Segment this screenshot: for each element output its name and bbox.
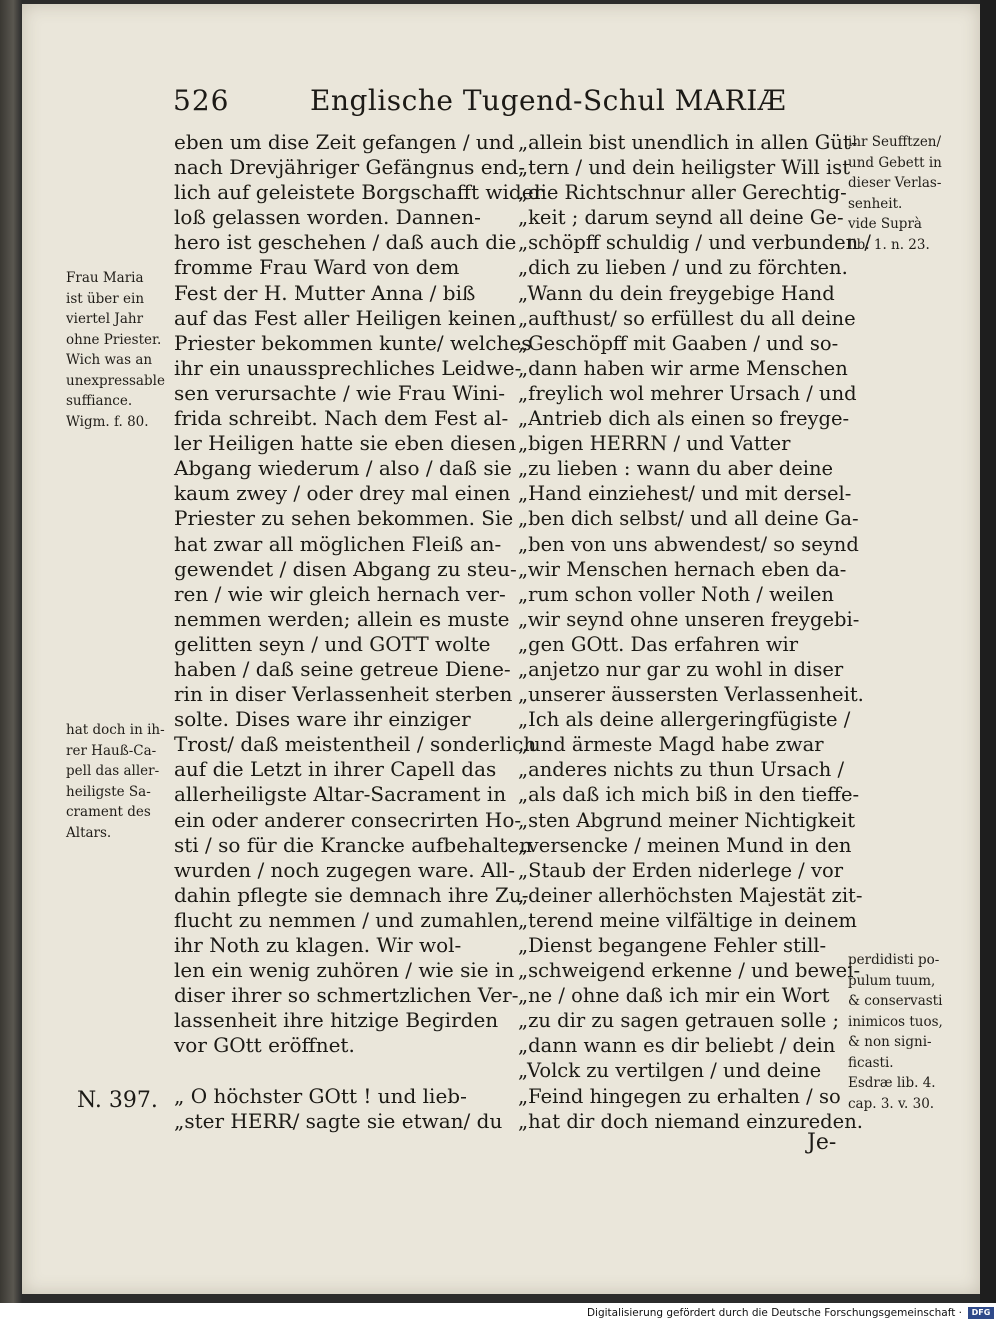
margin-note-line: & non signi-: [848, 1034, 932, 1050]
text-line: „zu dir zu sagen getrauen solle ;: [518, 1009, 840, 1033]
margin-note-line: Frau Maria: [66, 270, 144, 286]
page-header: [0, 84, 1000, 124]
text-line: „wir Menschen hernach eben da-: [518, 557, 847, 581]
text-line: „schöpff schuldig / und verbunden /: [518, 231, 871, 255]
text-line: „keit ; darum seynd all deine Ge-: [518, 206, 844, 230]
margin-note-line: & conservasti: [848, 993, 943, 1009]
text-line: „anderes nichts zu thun Ursach /: [518, 758, 845, 782]
scan-border-right: [980, 0, 996, 1303]
text-line: loß gelassen worden. Dannen-: [174, 205, 481, 230]
text-line: auf das Fest aller Heiligen keinen: [174, 305, 516, 330]
text-line: „gen GOtt. Das erfahren wir: [518, 632, 799, 656]
text-line: kaum zwey / oder drey mal einen: [174, 481, 511, 506]
margin-note-line: und Gebett in: [848, 154, 942, 171]
margin-note-line: hat doch in ih-: [66, 722, 165, 738]
margin-note-line: lib. 1. n. 23.: [848, 236, 930, 253]
text-line: „bigen HERRN / und Vatter: [518, 432, 791, 456]
text-line: „wir seynd ohne unseren freygebi-: [518, 607, 860, 631]
text-line: „und ärmeste Magd habe zwar: [518, 733, 824, 757]
text-line: allerheiligste Altar-Sacrament in: [174, 782, 507, 807]
text-line: gewendet / disen Abgang zu steu-: [174, 556, 517, 581]
text-line: nach Drevjähriger Gefängnus end-: [174, 155, 525, 180]
text-line: „Hand einziehest/ und mit dersel-: [518, 482, 852, 506]
text-line: len ein wenig zuhören / wie sie in: [174, 958, 515, 983]
margin-note-line: perdidisti po-: [848, 952, 940, 968]
running-title: Englische Tugend-Schul MARIÆ: [310, 84, 787, 117]
text-line: flucht zu nemmen / und zumahlen: [174, 907, 519, 932]
margin-note-right-2: [848, 950, 976, 1114]
text-line: „hat dir doch niemand einzureden.: [518, 1109, 863, 1133]
text-line: ihr Noth zu klagen. Wir wol-: [174, 933, 462, 957]
text-line: lassenheit ihre hitzige Begirden: [174, 1008, 499, 1033]
margin-note-line: ist über ein: [66, 290, 145, 307]
footer-bar: [0, 1303, 1000, 1323]
text-line: sen verursachte / wie Frau Wini-: [174, 380, 506, 405]
margin-note-line: ohne Priester.: [66, 331, 162, 348]
text-line: ein oder anderer consecrirten Ho-: [174, 807, 522, 832]
margin-note-line: cap. 3. v. 30.: [848, 1095, 935, 1112]
text-line: haben / daß seine getreue Diene-: [174, 656, 511, 681]
text-line: „die Richtschnur aller Gerechtig-: [518, 181, 847, 205]
text-line: „versencke / meinen Mund in den: [518, 833, 852, 857]
margin-note-left-1: [66, 268, 186, 432]
text-line: fromme Frau Ward von dem: [174, 255, 460, 280]
text-line: ler Heiligen hatte sie eben diesen: [174, 431, 517, 456]
text-line: „zu lieben : wann du aber deine: [518, 457, 834, 481]
text-line: „freylich wol mehrer Ursach / und: [518, 381, 857, 405]
paragraph-number: N. 397.: [77, 1088, 158, 1113]
margin-note-line: ficasti.: [848, 1054, 894, 1071]
text-line: „Feind hingegen zu erhalten / so: [518, 1084, 841, 1108]
margin-note-line: ihr Seufftzen/: [848, 134, 942, 150]
margin-note-line: inimicos tuos,: [848, 1013, 943, 1030]
text-line: „Wann du dein freygebige Hand: [518, 281, 835, 305]
funding-credit: Digitalisierung gefördert durch die Deutsche Forschungsgemeinschaft ·: [586, 1307, 962, 1319]
text-line: nemmen werden; allein es muste: [174, 606, 510, 631]
text-line: Fest der H. Mutter Anna / biß: [174, 280, 476, 305]
margin-note-line: crament des: [66, 804, 151, 820]
margin-note-left-2: [66, 720, 186, 843]
text-line: „ben von uns abwendest/ so seynd: [518, 532, 859, 556]
text-line: vor GOtt eröffnet.: [174, 1033, 355, 1058]
catchword: Je-: [807, 1130, 837, 1155]
margin-note-line: suffiance.: [66, 393, 133, 409]
text-line: frida schreibt. Nach dem Fest al-: [174, 406, 509, 431]
text-line: „sten Abgrund meiner Nichtigkeit: [518, 808, 856, 832]
margin-note-line: Esdræ lib. 4.: [848, 1075, 936, 1091]
margin-note-right-1: [848, 132, 976, 255]
margin-note-line: viertel Jahr: [66, 311, 144, 327]
text-line: „ne / ohne daß ich mir ein Wort: [518, 984, 830, 1008]
text-line: hat zwar all möglichen Fleiß an-: [174, 531, 502, 556]
text-line: diser ihrer so schmertzlichen Ver-: [174, 983, 519, 1008]
text-line: „Antrieb dich als einen so freyge-: [518, 407, 850, 431]
margin-note-line: rer Hauß-Ca-: [66, 742, 157, 759]
text-line: auf die Letzt in ihrer Capell das: [174, 757, 497, 782]
text-line: „Geschöpff mit Gaaben / und so-: [518, 331, 839, 355]
text-line: „ster HERR/ sagte sie etwan/ du: [174, 1108, 503, 1133]
text-line: „dich zu lieben / und zu förchten.: [518, 256, 848, 280]
text-line: eben um dise Zeit gefangen / und: [174, 130, 515, 154]
previous-page-edge: [0, 0, 22, 1303]
text-line: wurden / noch zugegen ware. All-: [174, 857, 515, 882]
text-line: „anjetzo nur gar zu wohl in diser: [518, 657, 844, 681]
text-line: ren / wie wir gleich hernach ver-: [174, 581, 506, 606]
margin-note-line: vide Suprà: [848, 216, 922, 232]
text-line: „dann wann es dir beliebt / dein: [518, 1034, 836, 1058]
page-number: 526: [173, 84, 230, 117]
text-line: „ O höchster GOtt ! und lieb-: [174, 1083, 467, 1108]
margin-note-line: Altars.: [66, 824, 112, 841]
text-line: „unserer äussersten Verlassenheit.: [518, 683, 864, 707]
text-line: „Dienst begangene Fehler still-: [518, 934, 827, 957]
text-line: gelitten seyn / und GOTT wolte: [174, 631, 491, 656]
margin-note-line: Wich was an: [66, 352, 153, 368]
margin-note-line: heiligste Sa-: [66, 783, 151, 800]
text-line: „als daß ich mich biß in den tieffe-: [518, 783, 860, 807]
margin-note-line: pulum tuum,: [848, 972, 936, 989]
margin-note-line: unexpressable: [66, 372, 165, 389]
text-line: dahin pflegte sie demnach ihre Zu-: [174, 882, 529, 907]
text-line: „tern / und dein heiligster Will ist: [518, 156, 851, 180]
text-line: „dann haben wir arme Menschen: [518, 356, 848, 380]
text-line: solte. Dises ware ihr einziger: [174, 707, 471, 732]
text-line: Priester zu sehen bekommen. Sie: [174, 506, 514, 531]
text-line: „Ich als deine allergeringfügiste /: [518, 708, 851, 732]
text-line: lich auf geleistete Borgschafft wider: [174, 180, 544, 205]
text-line: „deiner allerhöchsten Majestät zit-: [518, 883, 863, 907]
dfg-logo-icon: DFG: [968, 1307, 994, 1319]
text-line: ihr ein unaussprechliches Leidwe-: [174, 355, 522, 380]
text-line: Priester bekommen kunte/ welches: [174, 330, 532, 355]
text-line: „rum schon voller Noth / weilen: [518, 582, 834, 606]
margin-note-line: pell das aller-: [66, 763, 160, 779]
text-line: „Staub der Erden niderlege / vor: [518, 858, 844, 882]
text-line: „aufthust/ so erfüllest du all deine: [518, 306, 856, 330]
text-line: „terend meine vilfältige in deinem: [518, 908, 857, 932]
text-line: rin in diser Verlassenheit sterben: [174, 682, 513, 707]
text-line: „Volck zu vertilgen / und deine: [518, 1059, 822, 1083]
main-column-left: [174, 130, 544, 1134]
text-line: Abgang wiederum / also / daß sie: [174, 456, 512, 481]
margin-note-line: dieser Verlas-: [848, 175, 942, 191]
text-line: hero ist geschehen / daß auch die: [174, 230, 517, 255]
text-line: „schweigend erkenne / und bewei-: [518, 959, 861, 983]
text-line: [174, 1058, 504, 1083]
text-line: „allein bist unendlich in allen Güt-: [518, 131, 858, 154]
text-line: Trost/ daß meistentheil / sonderlich: [174, 732, 537, 757]
margin-note-line: senheit.: [848, 195, 903, 212]
margin-note-line: Wigm. f. 80.: [66, 413, 149, 430]
text-line: sti / so für die Krancke aufbehalten: [174, 832, 533, 857]
text-line: „ben dich selbst/ und all deine Ga-: [518, 507, 859, 531]
